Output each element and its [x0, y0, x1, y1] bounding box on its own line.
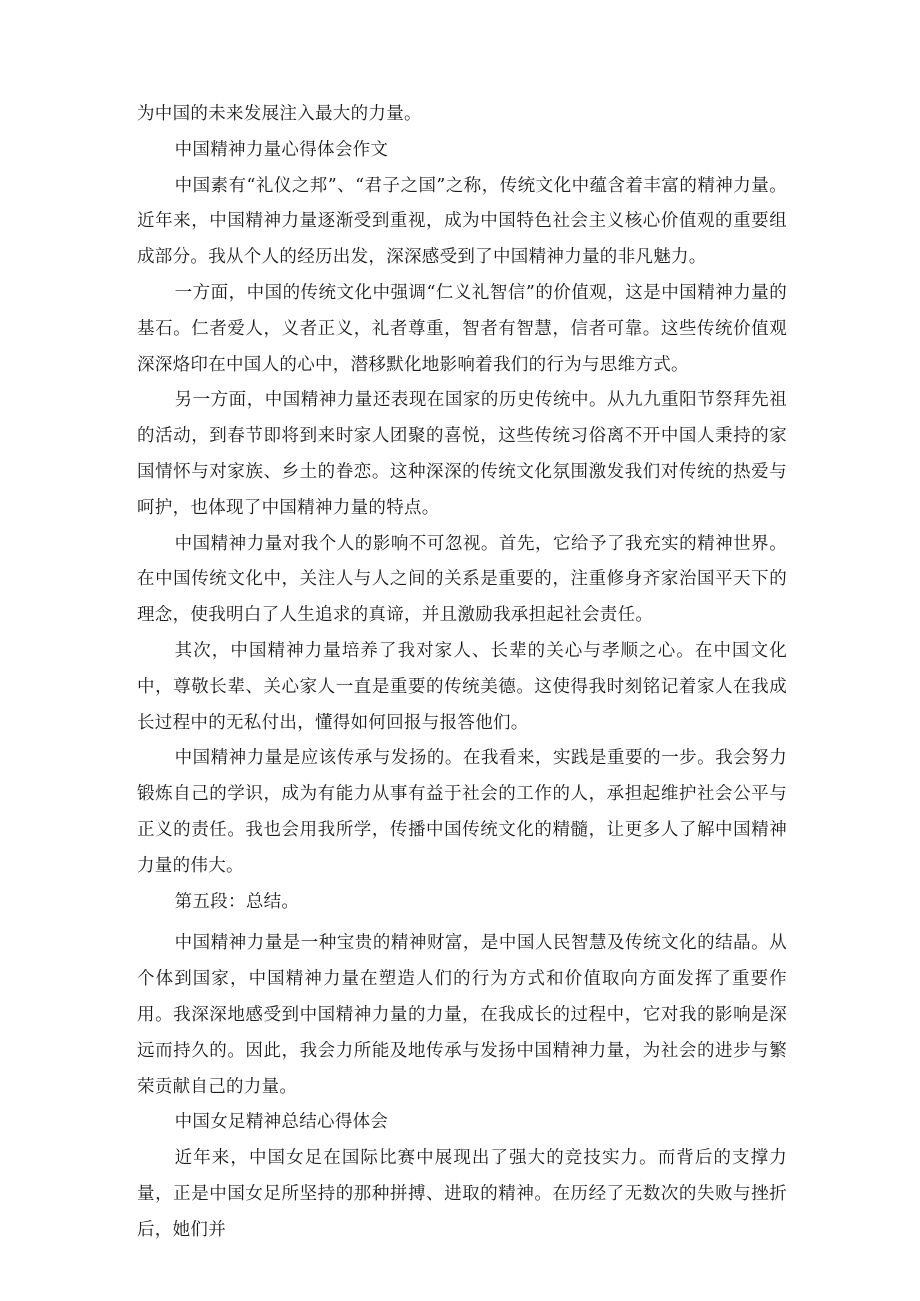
body-paragraph: 中国精神力量是一种宝贵的精神财富，是中国人民智慧及传统文化的结晶。从个体到国家，中国精神力量在塑造人们的行为方式和价值取向方面发挥了重要作用。我深深地感受到中国精神力量的力量，在我成长的过程中，它对我的影响是深远而持久的。因此，我会力所能及地传承与发扬中国精神力量，为社会的进步与繁荣贡献自己的力量。: [137, 933, 787, 1097]
section-heading-womens-football: 中国女足精神总结心得体会: [174, 1112, 389, 1133]
section-heading-essay: 中国精神力量心得体会作文: [174, 139, 389, 160]
body-paragraph: 另一方面，中国精神力量还表现在国家的历史传统中。从九九重阳节祭拜先祖的活动，到春节即将到来时家人团聚的喜悦，这些传统习俗离不开中国人秉持的家国情怀与对家族、乡土的眷恋。这种深深的传统文化氛围激发我们对传统的热爱与呵护，也体现了中国精神力量的特点。: [137, 390, 787, 518]
body-paragraph: 近年来，中国女足在国际比赛中展现出了强大的竞技实力。而背后的支撑力量，正是中国女足所坚持的那种拼搏、进取的精神。在历经了无数次的失败与挫折后，她们并: [137, 1148, 787, 1240]
continuation-paragraph: 为中国的未来发展注入最大的力量。: [137, 104, 422, 124]
document-body: [137, 97, 787, 1249]
body-paragraph: 一方面，中国的传统文化中强调“仁义礼智信”的价值观，这是中国精神力量的基石。仁者爱人，义者正义，礼者尊重，智者有智慧，信者可靠。这些传统价值观深深烙印在中国人的心中，潜移默化地影响着我们的行为与思维方式。: [137, 282, 787, 375]
body-paragraph: 中国精神力量对我个人的影响不可忽视。首先，它给予了我充实的精神世界。在中国传统文化中，关注人与人之间的关系是重要的，注重修身齐家治国平天下的理念，使我明白了人生追求的真谛，并且激励我承担起社会责任。: [137, 533, 787, 626]
body-paragraph: 中国精神力量是应该传承与发扬的。在我看来，实践是重要的一步。我会努力锻炼自己的学识，成为有能力从事有益于社会的工作的人，承担起维护社会公平与正义的责任。我也会用我所学，传播中国传统文化的精髓，让更多人了解中国精神力量的伟大。: [137, 748, 787, 876]
body-paragraph: 中国素有“礼仪之邦”、“君子之国”之称，传统文化中蕴含着丰富的精神力量。近年来，中国精神力量逐渐受到重视，成为中国特色社会主义核心价值观的重要组成部分。我从个人的经历出发，深深感受到了中国精神力量的非凡魅力。: [137, 175, 787, 268]
section-heading-summary: 第五段：总结。: [174, 891, 300, 912]
body-paragraph: 其次，中国精神力量培养了我对家人、长辈的关心与孝顺之心。在中国文化中，尊敬长辈、关心家人一直是重要的传统美德。这使得我时刻铭记着家人在我成长过程中的无私付出，懂得如何回报与报答他们。: [137, 640, 787, 733]
